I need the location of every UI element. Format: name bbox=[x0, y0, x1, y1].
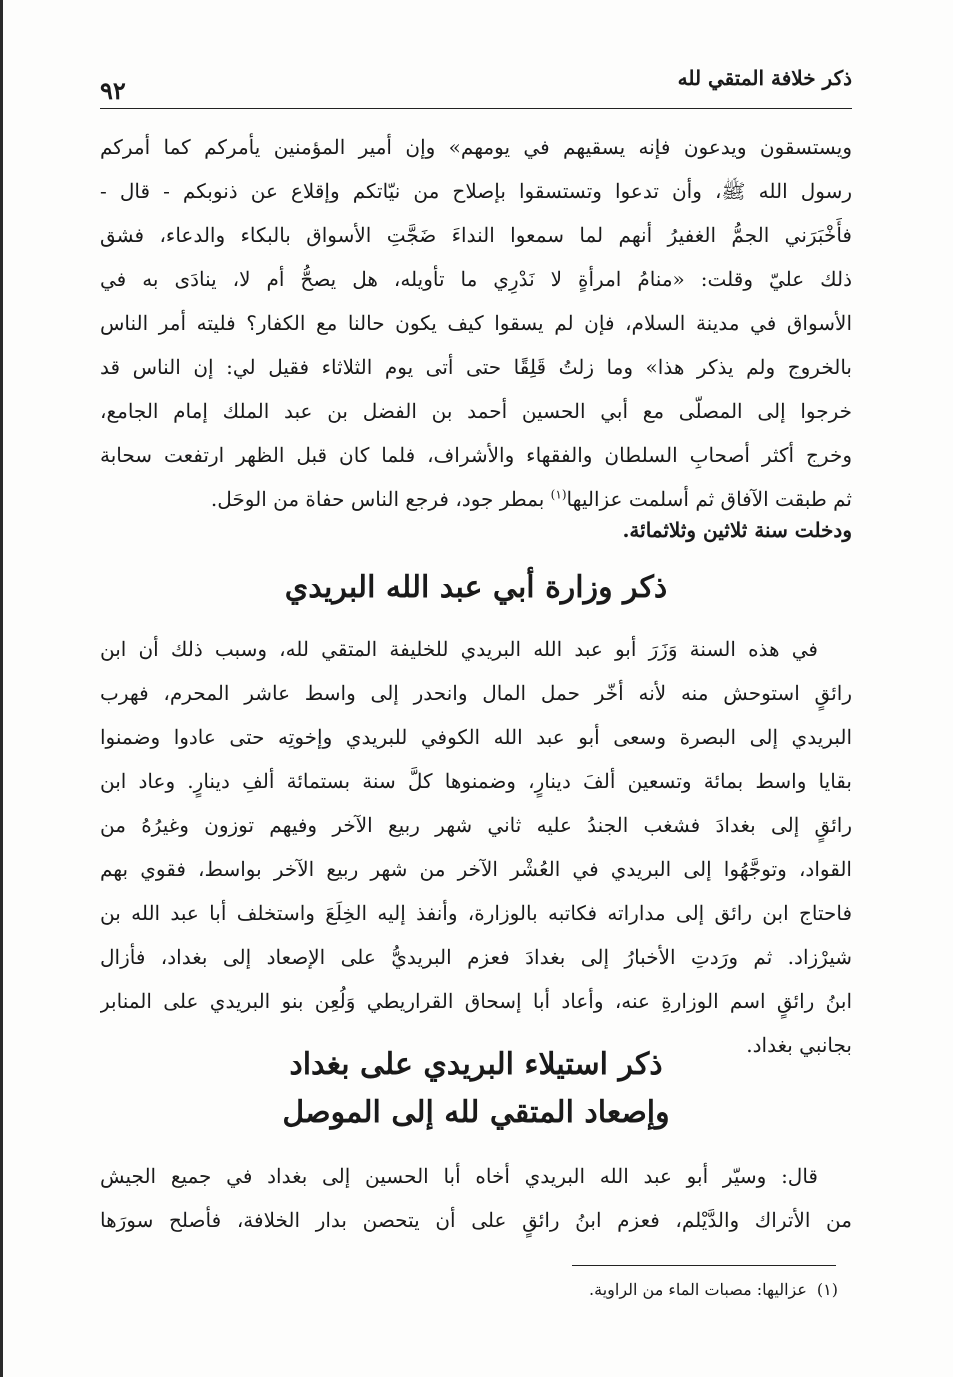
paragraph-3 bbox=[100, 1154, 852, 1242]
text-line: القواد، وتوجَّهُوا إلى البريدي في العُشْر الآخر من شهر ربيع الآخر بواسط، فقوي بهم bbox=[100, 857, 852, 881]
footnote bbox=[100, 1272, 838, 1308]
text-line: فاحتاج ابن رائق إلى مداراته فكاتبه بالوزارة، وأنفذ إليه الخِلَعَ واستخلف أبا عبد الله بن bbox=[100, 901, 852, 925]
text-line: بجانبي بغداد. bbox=[746, 1033, 852, 1057]
text-fragment: بمطر جود، فرجع الناس حفاة من الوحَل. bbox=[210, 487, 551, 511]
text-line: شيرْزاد. ثم ورَدتِ الأخبارُ إلى بغدادَ فعزم البريديُّ على الإصعاد إلى بغداد، فأزال bbox=[100, 945, 852, 969]
text-line: رسول الله ﷺ، وأن تدعوا وتستسقوا بإصلاح من نيّاتكم وإقلاع عن ذنوبكم - قال - bbox=[100, 179, 852, 203]
footnote-text: عزاليها: مصبات الماء من الراوية. bbox=[589, 1280, 807, 1299]
text-line: الأسواق في مدينة السلام، فإن لم يسقوا كيف يكون حالنا مع الكفار؟ فليته أمر الناس bbox=[100, 311, 852, 335]
text-line: بالخروج ولم يذكر هذا» وما زلتُ قَلِقًا حتى أتى يوم الثلاثاء فقيل لي: إن الناس قد bbox=[100, 355, 852, 379]
footnote-rule bbox=[572, 1265, 836, 1266]
paragraph-2 bbox=[100, 627, 852, 1067]
section-heading: ذكر وزارة أبي عبد الله البريدي bbox=[284, 570, 668, 605]
text-line: رائقٍ إلى بغدادَ فشغب الجندُ عليه ثاني شهر ربيع الآخر وفيهم توزون وغيرُهُ من bbox=[100, 813, 852, 837]
text-fragment: ثم طبقت الآفاق ثم أسلمت عزاليها bbox=[566, 487, 852, 511]
text-line: ويستسقون ويدعون فإنه يسقيهم في يومهم» وإن أمير المؤمنين يأمركم كما أمركم bbox=[100, 135, 852, 159]
text-line: قال: وسيّر أبو عبد الله البريدي أخاه أبا الحسين إلى بغداد في جميع الجيش bbox=[100, 1164, 818, 1188]
running-header-title: ذكر خلافة المتقي لله bbox=[677, 66, 852, 90]
text-line: في هذه السنة وَزَرَ أبو عبد الله البريدي للخليفة المتقي لله، وسبب ذلك أن ابن bbox=[100, 637, 818, 661]
section-heading-continued: وإصعاد المتقي لله إلى الموصل bbox=[282, 1095, 670, 1130]
text-line: رائقٍ استوحش منه لأنه أخّر حمل المال وانحدر إلى واسط عاشر المحرم، فهرب bbox=[100, 681, 852, 705]
text-line: بقايا واسط بمائة وتسعين ألفَ دينارٍ، وضمنوها كلَّ سنة بستمائة ألفِ دينارٍ. وعاد ابن bbox=[100, 769, 852, 793]
text-line: من الأتراك والدَّيْلم، فعزم ابنُ رائقٍ على أن يتحصن بدار الخلافة، فأصلح سورَها bbox=[100, 1208, 852, 1232]
footnote-reference: (١) bbox=[550, 487, 567, 502]
section-heading: ذكر استيلاء البريدي على بغداد bbox=[289, 1047, 663, 1082]
year-note: ودخلت سنة ثلاثين وثلاثمائة. bbox=[622, 518, 852, 542]
scan-edge bbox=[0, 0, 3, 1377]
page-number: ٩٢ bbox=[100, 76, 126, 105]
footnote-marker: (١) bbox=[816, 1280, 838, 1299]
text-line: البريدي إلى البصرة وسعى أبو عبد الله الكوفي للبريدي وإخوتِه حتى عادوا وضمنوا bbox=[100, 725, 852, 749]
running-header bbox=[100, 62, 852, 105]
text-line: فأَخْبَرَني الجمُّ الغفيرُ أنهم لما سمعوا النداءَ ضَجَّتِ الأسواق بالبكاء والدعاء، فشق bbox=[100, 223, 852, 247]
paragraph-1 bbox=[100, 125, 852, 521]
header-rule bbox=[100, 108, 852, 109]
text-line: خرجوا إلى المصلّى مع أبي الحسين أحمد بن الفضل بن عبد الملك إمام الجامع، bbox=[100, 399, 852, 423]
text-line: وخرج أكثر أصحابِ السلطان والفقهاء والأشراف، فلما كان قبل الظهر ارتفعت سحابة bbox=[100, 443, 852, 467]
text-line: ابنُ رائقٍ اسم الوزارةِ عنه، وأعاد أبا إسحاق القراريطي وَلُعِن بنو البريدي على المنابر bbox=[100, 989, 852, 1013]
text-line: ذلك عليّ وقلت: «منامُ امرأةٍ لا نَدْرِي ما تأويله، هل يصحُّ أم لا، ينادَى به في bbox=[100, 267, 852, 291]
